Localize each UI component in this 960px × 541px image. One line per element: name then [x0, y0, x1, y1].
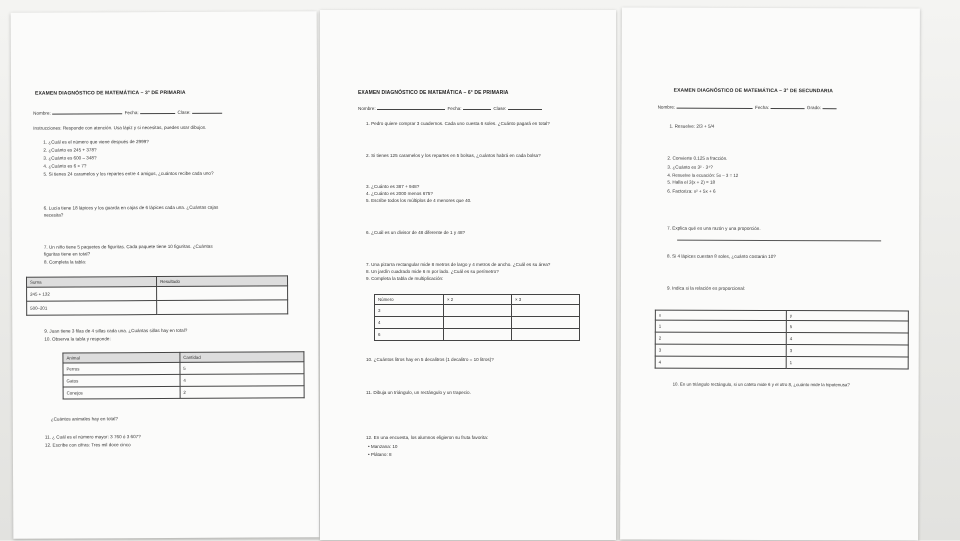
question: 12. Escribe con cifras: Tres mil doce cinco	[44, 442, 131, 448]
question: 3. ¿Cuánto es 3² · 3⁴?	[667, 164, 713, 170]
table-header: Resultado	[157, 276, 288, 287]
table-cell: 3	[375, 305, 444, 317]
question: 4. ¿Cuánto es 6 × 7?	[43, 163, 87, 169]
table-cell: 4	[655, 356, 786, 368]
name-label: Nombre:	[358, 106, 376, 111]
table-cell: Perros	[63, 362, 180, 375]
table-header: x	[655, 310, 786, 320]
question: 7. Explica qué es una razón y una proporción.	[667, 225, 761, 231]
date-label: Fecha:	[447, 106, 462, 111]
grade-label: Grado:	[806, 105, 821, 111]
table-cell: Gatos	[63, 374, 180, 387]
question: 5. Halla el 3(x + 2) = 18	[667, 179, 716, 185]
name-label: Nombre:	[33, 110, 51, 116]
table-header: Animal	[63, 352, 180, 363]
question: 10. Observa la tabla y responde:	[44, 336, 111, 342]
question: 4. ¿Cuánto es 2000 menos 675?	[366, 191, 433, 196]
question: 8. Un jardín cuadrado mide 6 m por lado. ¿Cuál es su perímetro?	[366, 269, 499, 274]
header-fields	[658, 104, 837, 111]
class-label: Clase:	[177, 109, 191, 115]
question: 8. Si 4 lápices cuestan 8 soles, ¿cuánto costarán 10?	[667, 253, 776, 260]
question: 10. En un triángulo rectángulo, si un cateto mide 6 y el otro 8, ¿cuánto mide la hipotenusa?	[672, 381, 850, 388]
class-label: Clase:	[493, 106, 507, 111]
animal-table	[62, 351, 304, 399]
question: 6. Lucía tiene 18 lápices y los guarda en cajas de 6 lápices cada una. ¿Cuántas cajas	[43, 204, 219, 211]
exam-sheet-3rd-primary	[11, 11, 320, 539]
table-cell: 4	[180, 374, 304, 387]
question: 8. Completa la tabla:	[43, 259, 87, 265]
question: 10. ¿Cuántos litros hay en 5 decalitros (1 decalitro = 10 litros)?	[366, 357, 494, 362]
table-cell: 3	[655, 344, 786, 356]
question: 9. Indica si la relación es proporcional:	[666, 285, 746, 291]
table-cell	[444, 317, 512, 329]
question: necesita?	[43, 212, 64, 218]
table-header: × 3	[512, 295, 580, 305]
instructions: Instrucciones: Responde con atención. Usa lápiz y si necesitas, puedes usar dibujos.	[33, 124, 207, 131]
question: 9. Completa la tabla de multiplicación:	[366, 276, 444, 281]
table-cell: 500–201	[27, 301, 157, 316]
table-cell: 4	[375, 317, 444, 329]
question: 4. Resuelve la ecuación: 5x – 3 = 12	[667, 172, 739, 178]
proportion-table	[655, 310, 909, 370]
question: 2. Si tienes 125 caramelos y los repartes en 5 bolsas, ¿cuántos habrá en cada bolsa?	[366, 153, 541, 158]
question: 1. ¿Cuál es el número que viene después de 2999?	[43, 139, 149, 145]
table-header: Número	[375, 295, 444, 305]
list-item: • Manzana: 10	[368, 444, 398, 449]
question: 3. ¿Cuánto es 600 – 348?	[43, 155, 97, 161]
table-header: y	[786, 311, 908, 321]
sum-table	[26, 275, 288, 315]
table-cell: 2	[180, 386, 304, 399]
table-cell	[444, 329, 512, 341]
question: 7. Un niño tiene 5 paquetes de figuritas. Cada paquete tiene 10 figuritas. ¿Cuántas	[43, 243, 213, 250]
header-fields	[358, 105, 542, 111]
question: 11. ¿ Cuál es el número mayor: 3 760 ó 3 607?	[44, 434, 141, 440]
question: 5. Si tienes 24 caramelos y los repartes entre 4 amigos, ¿cuántos recibe cada uno?	[43, 170, 214, 177]
table-cell	[512, 317, 580, 329]
table-cell	[512, 329, 580, 341]
sheet-title: EXAMEN DIAGNÓSTICO DE MATEMÁTICA – 6° DE PRIMARIA	[358, 90, 509, 96]
table-cell: 5	[180, 362, 304, 375]
table-cell	[512, 305, 580, 317]
bullet-text: Manzana: 10	[370, 444, 398, 449]
table-cell: 4	[786, 333, 908, 345]
table-cell	[157, 286, 288, 301]
table-cell: 5	[786, 321, 908, 333]
question: 3. ¿Cuánto es 387 + 948?	[366, 184, 420, 189]
sheet-title: EXAMEN DIAGNÓSTICO DE MATEMÁTICA – 3° DE SECUNDARIA	[673, 87, 833, 95]
table-header: × 2	[444, 295, 512, 305]
table-header: Cantidad	[180, 352, 304, 363]
date-label: Fecha:	[124, 110, 139, 116]
exam-sheet-3rd-secondary	[620, 7, 920, 540]
table-header: Suma	[27, 277, 157, 288]
table-cell: 245 + 132	[27, 287, 157, 302]
list-item: • Plátano: 8	[368, 452, 392, 457]
exam-sheet-6th-primary	[320, 10, 616, 540]
question: 6. ¿Cuál es un divisor de 48 diferente de 1 y 48?	[366, 230, 466, 235]
multiplication-table	[374, 294, 580, 341]
question: 2. Convierte 0.125 a fracción.	[667, 155, 728, 161]
table-cell	[444, 305, 512, 317]
bullet-text: Plátano: 8	[370, 452, 392, 457]
table-cell: 3	[786, 345, 908, 357]
table-cell: 6	[375, 329, 444, 341]
question: 1. Resuelve: 2/3 + 5/4	[669, 123, 715, 129]
question: 1. Pedro quiere comprar 3 cuadernos. Cada uno cuesta 6 soles. ¿Cuánto pagará en total?	[366, 121, 550, 126]
question: 5. Escribe todos los múltiplos de 4 menores que 40.	[366, 198, 472, 203]
question: 9. Juan tiene 3 filas de 4 sillas cada una. ¿Cuántas sillas hay en total?	[44, 327, 188, 334]
question: 6. Factoriza: x² + 5x + 6	[667, 188, 716, 194]
name-label: Nombre:	[657, 104, 676, 110]
date-label: Fecha:	[755, 104, 770, 110]
question: 11. Dibuja un triángulo, un rectángulo y un trapecio.	[366, 390, 471, 395]
table-cell: 1	[786, 357, 908, 369]
table-cell: 1	[655, 320, 786, 332]
table-cell: 2	[655, 332, 786, 344]
table-cell: Conejos	[63, 386, 180, 399]
question: 7. Una pizarra rectangular mide 8 metros de largo y 4 metros de ancho. ¿Cuál es su área?	[366, 262, 551, 267]
table-cell	[157, 300, 288, 315]
answer-line	[677, 240, 881, 242]
header-fields	[33, 109, 222, 116]
question: figuritas tiene en total?	[43, 251, 91, 257]
question: 2. ¿Cuánto es 245 + 378?	[43, 147, 97, 153]
question: 12. En una encuesta, los alumnos eligieron su fruta favorita:	[366, 435, 489, 440]
sheet-title: EXAMEN DIAGNÓSTICO DE MATEMÁTICA – 3° DE PRIMARIA	[35, 89, 186, 97]
question: ¿Cuántos animales hay en total?	[50, 416, 118, 422]
